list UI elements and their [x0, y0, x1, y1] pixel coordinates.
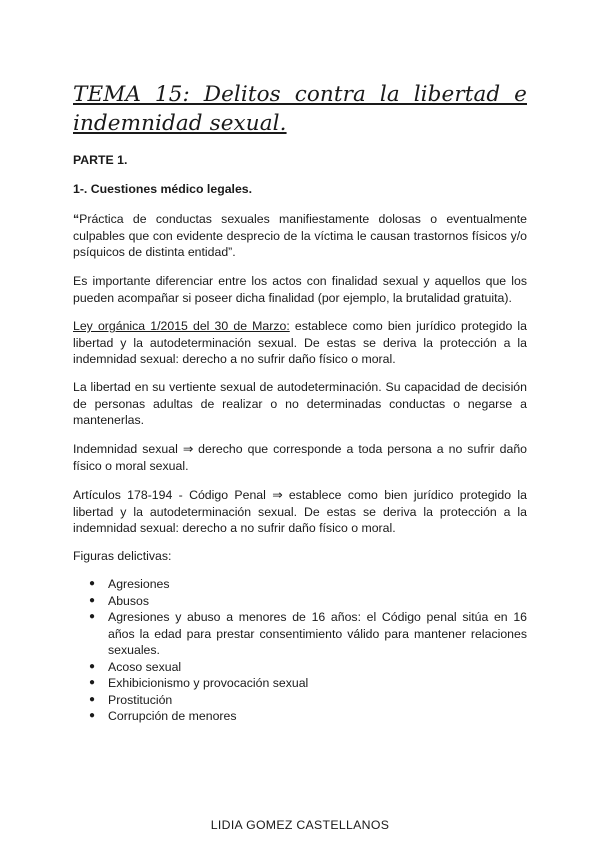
list-item: ● Abusos: [89, 593, 150, 608]
bullet-icon: ●: [89, 594, 96, 606]
list-item: ● Exhibicionismo y provocación sexual: [89, 676, 309, 690]
paragraph-4: La libertad en su vertiente sexual de autodeterminación. Su capacidad de decisión de personas adultas de realizar o no determinadas conductas o negarse a mantenerlas.: [73, 380, 527, 427]
paragraph-3: [73, 318, 527, 368]
document-title: [73, 80, 527, 138]
title-line-2: indemnidad sexual.: [73, 111, 287, 136]
paragraph-7: Figuras delictivas:: [73, 549, 172, 563]
offenses-list: [73, 576, 527, 725]
list-item: ● Acoso sexual: [89, 659, 182, 674]
quote-open-mark: “: [73, 212, 80, 226]
paragraph-5: Indemnidad sexual ⇒ derecho que corresponde a toda persona a no sufrir daño físico o moral sexual.: [73, 442, 527, 473]
bullet-icon: ●: [89, 710, 96, 721]
part-heading: PARTE 1.: [73, 153, 128, 167]
section-heading: 1-. Cuestiones médico legales.: [73, 182, 253, 196]
bullet-icon: ●: [89, 611, 96, 622]
bullet-icon: ●: [89, 660, 96, 672]
bullet-icon: ●: [89, 677, 96, 688]
bullet-icon: ●: [89, 693, 96, 705]
list-item: ● Agresiones y abuso a menores de 16 años: el Código penal sitúa en 16 años la edad para prestar consentimiento válido para mantener relaciones sexuales.: [89, 610, 527, 657]
paragraph-3-text: establece como bien jurídico protegido la libertad y la autodeterminación sexual. De estas se deriva la protección a la indemnidad sexual: derecho a no sufrir daño físico o moral.: [73, 319, 527, 366]
list-item: ● Prostitución: [89, 692, 173, 707]
paragraph-6: Artículos 178-194 - Código Penal ⇒ establece como bien jurídico protegido la libertad y la autodeterminación sexual. De estas se deriva la protección a la indemnidad sexual: derecho a no sufrir daño físico o moral.: [73, 488, 527, 535]
law-reference: Ley orgánica 1/2015 del 30 de Marzo:: [73, 319, 290, 333]
quote-text: Práctica de conductas sexuales manifiestamente dolosas o eventualmente culpables que con evidente desprecio de la víctima le causan trastornos físicos y/o psíquicos de distinta entidad”.: [73, 212, 527, 259]
quote-paragraph: [73, 211, 527, 261]
list-item: ● Agresiones: [89, 577, 170, 591]
title-line-1: TEMA 15: Delitos contra la libertad e: [73, 82, 527, 107]
paragraph-2: Es importante diferenciar entre los actos con finalidad sexual y aquellos que los pueden acompañar si poseer dicha finalidad (por ejemplo, la brutalidad gratuita).: [73, 274, 527, 305]
bullet-icon: ●: [89, 578, 96, 589]
page-footer: LIDIA GOMEZ CASTELLANOS: [210, 818, 390, 832]
list-item: ● Corrupción de menores: [89, 709, 237, 723]
